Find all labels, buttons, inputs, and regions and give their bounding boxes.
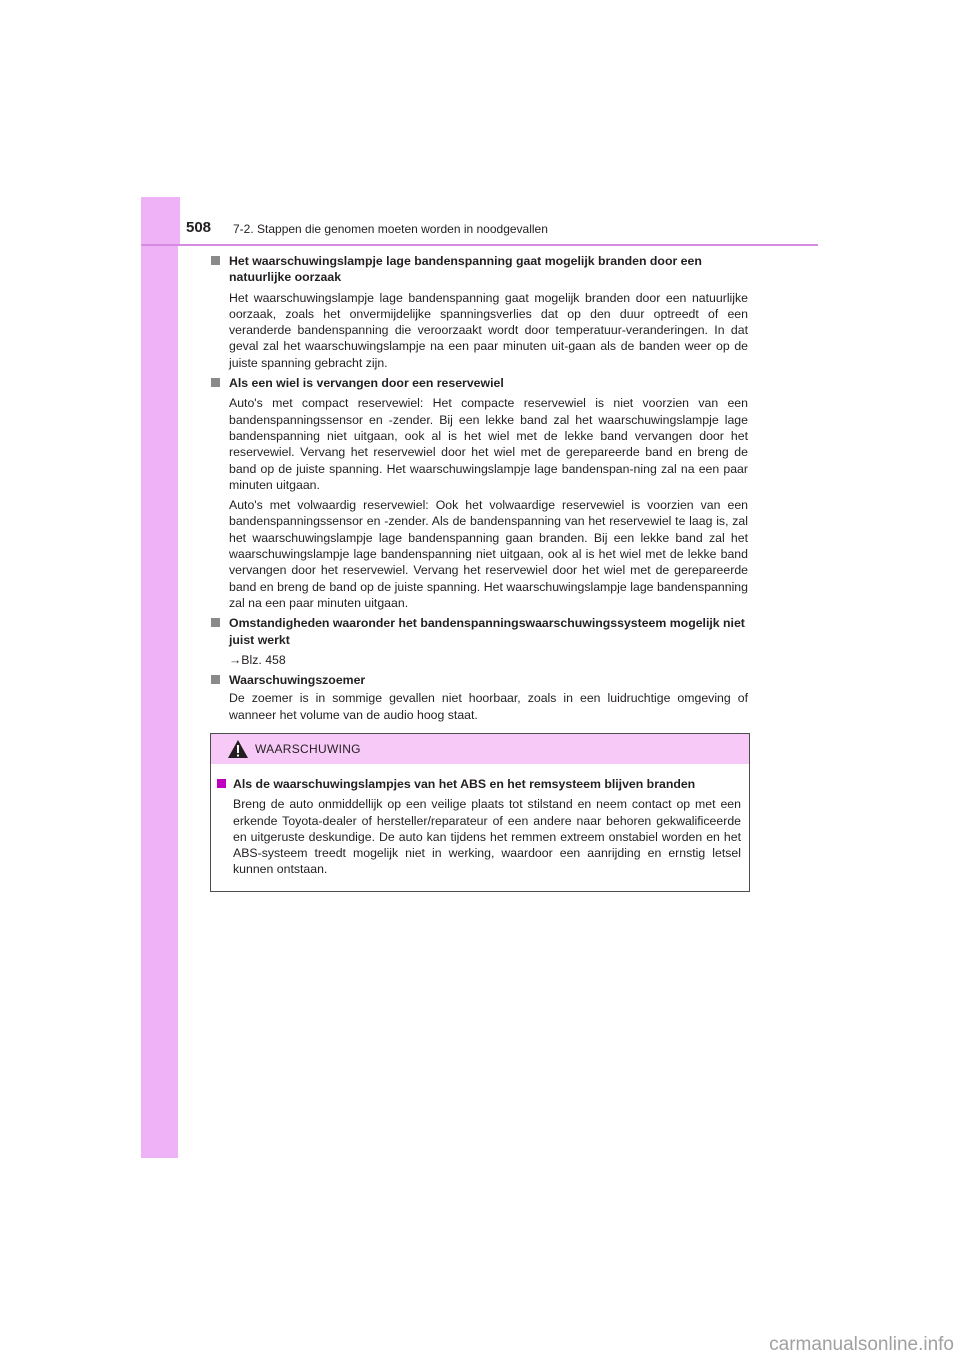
item-paragraph: De zoemer is in sommige gevallen niet hoorbaar, zoals in een luidruchtige omgeving of wanneer het volume van de audio hoog staat. [229, 691, 748, 722]
item-title: Als een wiel is vervangen door een reservewiel [229, 376, 504, 391]
list-item [211, 672, 748, 723]
watermark: carmanualsonline.info [769, 1334, 954, 1355]
section-title: 7-2. Stappen die genomen moeten worden in noodgevallen [233, 222, 548, 236]
warning-item-heading [217, 776, 741, 792]
item-title: Het waarschuwingslampje lage bandenspanning gaat mogelijk branden door een natuurlijke oorzaak [229, 254, 702, 285]
item-heading [211, 672, 748, 688]
warning-body [211, 764, 749, 878]
warning-item-title: Als de waarschuwingslampjes van het ABS en het remsysteem blijven branden [233, 777, 696, 791]
square-bullet-icon [211, 618, 220, 627]
square-bullet-icon [217, 779, 226, 788]
warning-box [210, 733, 750, 892]
item-paragraph: Auto's met compact reservewiel: Het compacte reservewiel is niet voorzien van een bandenspanningssensor en -zender. Bij een lekke band zal het waarschuwingslampje lage bandenspanning niet uitgaan, ook al is het wiel met de lekke band vervangen door het reservewiel. Vervang het reservewiel door het wiel met de gerepareerde band en breng de band op de juiste spanning. Het waarschuwingslampje lage bandenspan-ning zal na een paar minuten uitgaan. [229, 396, 748, 492]
item-title: Waarschuwingszoemer [229, 673, 366, 688]
page-reference-link[interactable]: →Blz. 458 [229, 652, 286, 667]
item-paragraph: Auto's met volwaardig reservewiel: Ook het volwaardige reservewiel is voorzien van een bandenspanningssensor en -zender. Als de bandenspanning van het reservewiel te laag is, zal het waarschuwingslampje lage bandenspanning gaan branden. Bij een lekke band zal het waarschuwingslampje lage bandenspanning niet uitgaan, ook al is het wiel met de lekke band vervangen door het reservewiel. Vervang het reservewiel door het wiel met de gerepareerde band en breng de band op de juiste spanning. Het waarschuwingslampje lage bandenspanning zal na een paar minuten uitgaan. [229, 498, 748, 610]
square-bullet-icon [211, 675, 220, 684]
warning-header [211, 734, 749, 764]
item-heading [211, 615, 748, 648]
chapter-side-tab [141, 197, 178, 1158]
square-bullet-icon [211, 378, 220, 387]
warning-triangle-icon [227, 739, 249, 759]
warning-label: WAARSCHUWING [255, 742, 361, 756]
page-number: 508 [186, 219, 212, 236]
list-item [211, 615, 748, 668]
list-item [211, 253, 748, 371]
item-heading [211, 253, 748, 286]
item-paragraph: Het waarschuwingslampje lage bandenspanning gaat mogelijk branden door een natuurlijke oorzaak, zoals het onvermijdelijke spanningsverlies dat op den duur optreedt of een veranderde bandenspanning die veroorzaakt wordt door temperatuur-veranderingen. In dat geval zal het waarschuwingslampje na een paar minuten uit-gaan als de banden weer op de juiste spanning gebracht zijn. [229, 290, 748, 370]
main-content [211, 253, 748, 727]
item-title: Omstandigheden waaronder het bandenspanningswaarschuwingssysteem mogelijk niet juist werkt [229, 616, 745, 647]
square-bullet-icon [211, 256, 220, 265]
header-tab-extension [178, 197, 180, 244]
list-item [211, 375, 748, 611]
header-rule [141, 244, 818, 246]
warning-item-text: Breng de auto onmiddellijk op een veilige plaats tot stilstand en neem contact op met een erkende Toyota-dealer of hersteller/reparateur of een andere naar behoren gekwalificeerde en uitgeruste deskundige. De auto kan tijdens het remmen extreem onstabiel worden en het ABS-systeem treedt mogelijk niet in werking, waardoor een aanrijding en ernstig letsel kunnen ontstaan. [233, 797, 741, 877]
item-heading [211, 375, 748, 391]
